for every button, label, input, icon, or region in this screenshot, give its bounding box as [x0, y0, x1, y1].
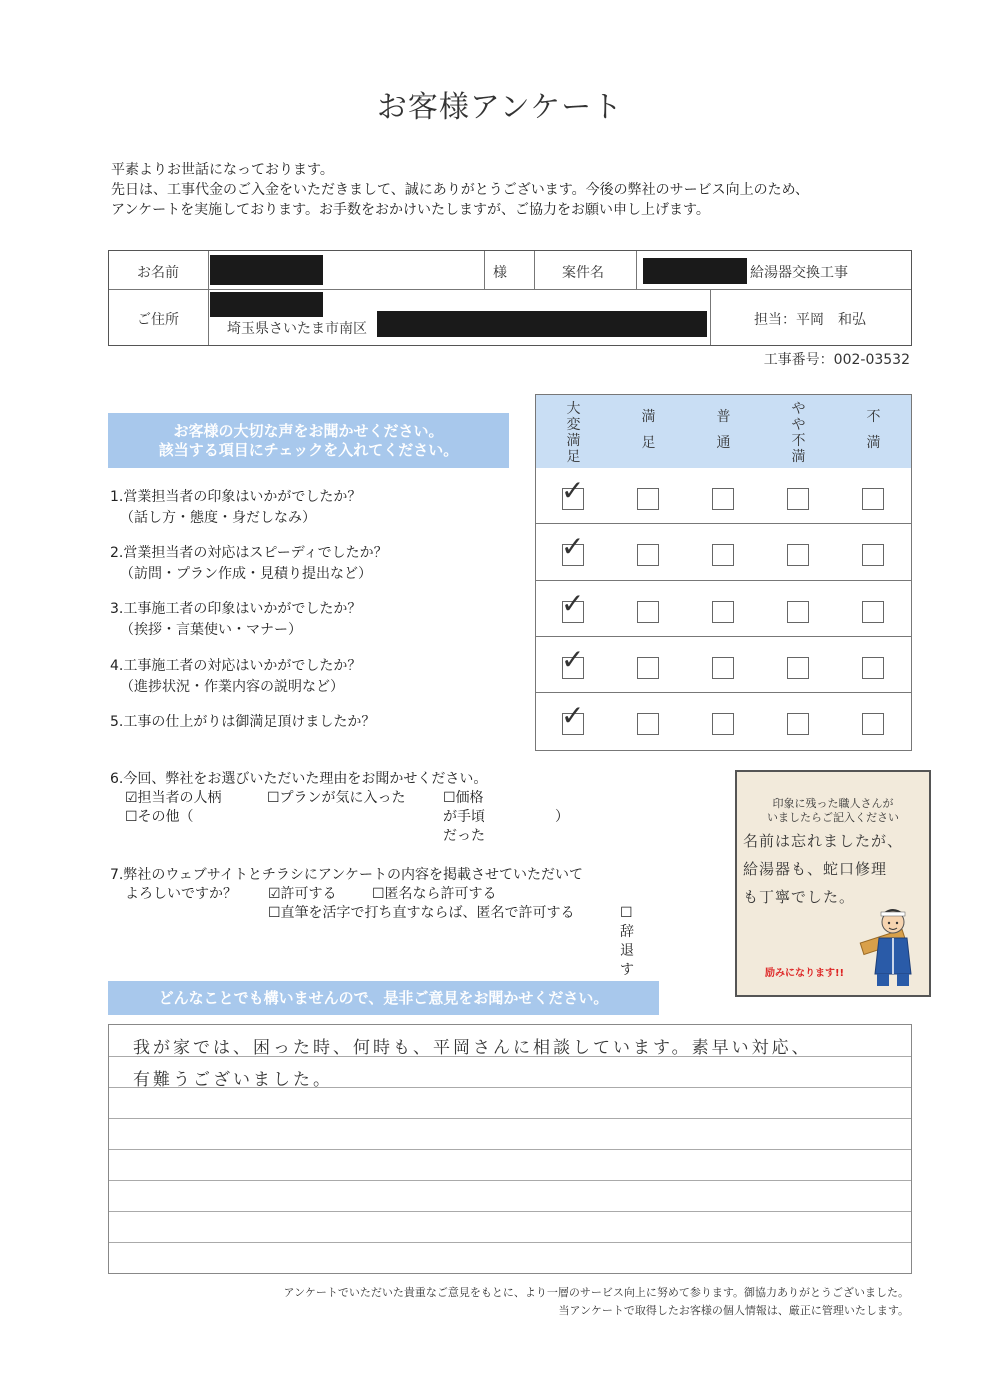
rating-checkbox[interactable]	[637, 544, 659, 566]
col-divider	[710, 289, 711, 345]
card-hand-2: 給湯器も、蛇口修理	[743, 860, 888, 878]
name-label: お名前	[137, 265, 179, 281]
rating-checkbox[interactable]	[561, 643, 585, 679]
staff-value: 担当：平岡 和弘	[754, 312, 866, 328]
rating-row-divider	[536, 580, 911, 581]
q7-option-anon[interactable]: ☐匿名なら許可する	[372, 886, 497, 902]
question-subtext: （進捗状況・作業内容の説明など）	[120, 679, 344, 695]
rating-checkbox[interactable]	[561, 530, 585, 566]
card-hand-3: も丁寧でした。	[743, 888, 856, 906]
redacted-project	[643, 258, 747, 284]
q7-text-2: よろしいですか？	[125, 886, 237, 902]
check-mark-icon: ✓	[561, 643, 585, 676]
question-subtext: （訪問・プラン作成・見積り提出など）	[120, 566, 372, 582]
q6-option-other[interactable]: ☐その他（	[125, 809, 194, 825]
q6-option-plan[interactable]: ☐プランが気に入った	[267, 790, 406, 806]
rating-checkbox[interactable]	[787, 713, 809, 735]
rating-checkbox[interactable]	[862, 601, 884, 623]
card-footer: 励みになります!!	[765, 968, 845, 979]
rating-question	[110, 712, 375, 733]
intro-line-3: アンケートを実施しております。お手数をおかけいたしますが、ご協力をお願い申し上げます。	[111, 202, 710, 218]
question-7	[110, 866, 634, 978]
rating-column-header: 大 変 満 足	[566, 401, 581, 465]
rating-column-header: 満 足	[641, 409, 656, 451]
address-value: 埼玉県さいたま市南区	[227, 321, 367, 337]
rating-banner-line-1: お客様の大切な声をお聞かせください。	[173, 422, 444, 440]
col-divider	[484, 251, 485, 289]
rating-checkbox[interactable]	[787, 544, 809, 566]
rating-row-divider	[536, 636, 911, 637]
rating-checkbox[interactable]	[712, 488, 734, 510]
rating-checkbox[interactable]	[787, 601, 809, 623]
rating-table	[535, 394, 912, 751]
address-label: ご住所	[137, 312, 179, 328]
rating-checkbox[interactable]	[561, 699, 585, 735]
question-6	[110, 770, 569, 844]
rating-checkbox[interactable]	[787, 488, 809, 510]
comment-rule-line	[109, 1242, 911, 1243]
rating-checkbox[interactable]	[637, 601, 659, 623]
redacted-address	[377, 311, 707, 337]
q7-option-retype[interactable]: ☐直筆を活字で打ち直すならば、匿名で許可する	[268, 905, 575, 921]
col-divider	[636, 251, 637, 289]
col-divider	[208, 251, 209, 345]
comment-rule-line	[109, 1180, 911, 1181]
q6-option-price[interactable]: ☐価格が手頃だった	[443, 790, 485, 844]
rating-banner-line-2: 該当する項目にチェックを入れてください。	[158, 441, 459, 459]
q6-option-staff[interactable]: ☑担当者の人柄	[125, 790, 222, 806]
project-value: 給湯器交換工事	[750, 265, 848, 281]
question-text: 3.工事施工者の印象はいかがでしたか？	[110, 601, 362, 617]
q7-option-decline[interactable]: ☐辞退す	[620, 905, 634, 978]
card-heading-2: いましたらご記入ください	[767, 811, 899, 824]
comment-box[interactable]	[108, 1024, 912, 1274]
rating-checkbox[interactable]	[561, 587, 585, 623]
check-mark-icon: ✓	[561, 530, 585, 563]
rating-checkbox[interactable]	[637, 488, 659, 510]
craftsman-illustration	[855, 904, 919, 990]
rating-row-divider	[536, 692, 911, 693]
rating-column-header: 普 通	[716, 409, 731, 451]
rating-checkbox[interactable]	[862, 713, 884, 735]
question-subtext: （挨拶・言葉使い・マナー）	[120, 622, 302, 638]
card-heading-1: 印象に残った職人さんが	[772, 797, 894, 810]
q6-text: 6.今回、弊社をお選びいただいた理由をお聞かせください。	[110, 771, 488, 787]
comment-line-2: 有難うございました。	[133, 1070, 333, 1090]
rating-checkbox[interactable]	[862, 488, 884, 510]
sama-label: 様	[493, 265, 507, 281]
rating-question	[110, 543, 388, 585]
intro-line-2: 先日は、工事代金のご入金をいただきまして、誠にありがとうございます。今後の弊社のサービス向上のため、	[111, 182, 810, 198]
redacted-name	[210, 255, 323, 285]
rating-checkbox[interactable]	[561, 474, 585, 510]
check-mark-icon: ✓	[561, 699, 585, 732]
intro-text	[111, 160, 809, 220]
rating-question	[110, 487, 361, 529]
comment-rule-line	[109, 1211, 911, 1212]
question-text: 1.営業担当者の印象はいかがでしたか？	[110, 489, 362, 505]
q7-option-allow[interactable]: ☑許可する	[268, 886, 337, 902]
rating-checkbox[interactable]	[637, 657, 659, 679]
rating-checkbox[interactable]	[712, 713, 734, 735]
rating-checkbox[interactable]	[787, 657, 809, 679]
card-hand-1: 名前は忘れましたが、	[743, 832, 904, 850]
rating-column-header: 不 満	[866, 409, 881, 451]
question-text: 4.工事施工者の対応はいかがでしたか？	[110, 658, 362, 674]
row-divider	[109, 289, 911, 290]
page-title: お客様アンケート	[376, 90, 624, 125]
col-divider	[534, 251, 535, 289]
comment-rule-line	[109, 1118, 911, 1119]
question-subtext: （話し方・態度・身だしなみ）	[120, 510, 316, 526]
rating-instructions-banner	[108, 413, 509, 468]
rating-checkbox[interactable]	[712, 544, 734, 566]
question-text: 2.営業担当者の対応はスピーディでしたか？	[110, 545, 388, 561]
rating-question	[110, 656, 361, 698]
rating-checkbox[interactable]	[712, 601, 734, 623]
comment-line-1: 我が家では、困った時、何時も、平岡さんに相談しています。素早い対応、	[133, 1038, 812, 1058]
check-mark-icon: ✓	[561, 587, 585, 620]
rating-checkbox[interactable]	[637, 713, 659, 735]
rating-row-divider	[536, 523, 911, 524]
rating-checkbox[interactable]	[862, 657, 884, 679]
footer-line-1: アンケートでいただいた貴重なご意見をもとに、より一層のサービス向上に努めて参ります。御協力ありがとうございました。	[283, 1286, 909, 1299]
intro-line-1: 平素よりお世話になっております。	[111, 162, 334, 178]
comment-rule-line	[109, 1149, 911, 1150]
comment-banner: どんなことでも構いませんので、是非ご意見をお聞かせください。	[108, 981, 659, 1015]
project-label: 案件名	[562, 265, 604, 281]
craftsman-card	[735, 770, 931, 997]
customer-info-table	[108, 250, 912, 346]
rating-checkbox[interactable]	[862, 544, 884, 566]
question-text: 5.工事の仕上がりは御満足頂けましたか？	[110, 714, 376, 730]
footer-line-2: 当アンケートで取得したお客様の個人情報は、厳正に管理いたします。	[558, 1304, 909, 1317]
construction-number: 工事番号：002-03532	[763, 352, 910, 368]
check-mark-icon: ✓	[561, 474, 585, 507]
q7-text: 7.弊社のウェブサイトとチラシにアンケートの内容を掲載させていただいて	[110, 867, 583, 883]
rating-question	[110, 599, 361, 641]
rating-column-header: や や 不 満	[791, 401, 806, 465]
q6-other-close: ）	[555, 809, 569, 825]
redacted-postal	[210, 292, 323, 317]
rating-checkbox[interactable]	[712, 657, 734, 679]
